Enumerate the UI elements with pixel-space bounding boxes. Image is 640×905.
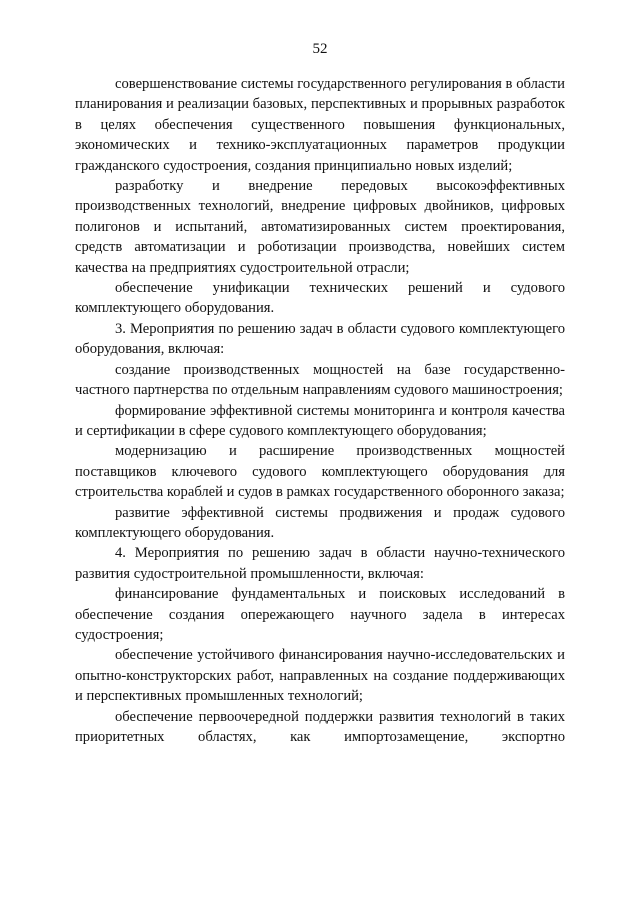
paragraph: развитие эффективной системы продвижения и продаж судового комплектующего оборудования. xyxy=(75,504,565,541)
paragraph: 3. Мероприятия по решению задач в области судового комплектующего оборудования, включая: xyxy=(75,320,565,358)
paragraph: модернизацию и расширение производственных мощностей поставщиков ключевого судового комплектующего оборудования для строительства кораблей и судов в рамках государственного оборонного заказа; xyxy=(75,443,565,501)
paragraph: обеспечение унификации технических решений и судового комплектующего оборудования. xyxy=(75,280,565,317)
paragraph: обеспечение первоочередной поддержки развития технологий в таких приоритетных областях, как импортозамещение, экспортно xyxy=(75,708,565,745)
paragraph: финансирование фундаментальных и поисковых исследований в обеспечение создания опережающего научного задела в интересах судостроения; xyxy=(75,586,565,643)
paragraph: обеспечение устойчивого финансирования научно-исследовательских и опытно-конструкторских работ, направленных на создание поддерживающих и перспективных промышленных технологий; xyxy=(75,647,565,705)
document-body xyxy=(75,74,565,747)
paragraph: создание производственных мощностей на базе государственно-частного партнерства по отдельным направлениям судового машиностроения; xyxy=(75,361,565,399)
paragraph: 4. Мероприятия по решению задач в области научно-технического развития судостроительной промышленности, включая: xyxy=(75,545,565,582)
paragraph: разработку и внедрение передовых высокоэффективных производственных технологий, внедрение цифровых двойников, цифровых полигонов и испытаний, автоматизированных систем проектирования, средств автоматизации и роботизации производства, новейших систем качества на предприятиях судостроительной отрасли; xyxy=(75,178,565,276)
paragraph: формирование эффективной системы мониторинга и контроля качества и сертификации в сфере судового комплектующего оборудования; xyxy=(75,402,565,439)
page-number: 52 xyxy=(312,41,328,57)
paragraph: совершенствование системы государственного регулирования в области планирования и реализации базовых, перспективных и прорывных разработок в целях обеспечения существенного повышения функциональных, экономических и технико-эксплуатационных параметров продукции гражданского судостроения, создания принципиально новых изделий; xyxy=(75,76,565,174)
